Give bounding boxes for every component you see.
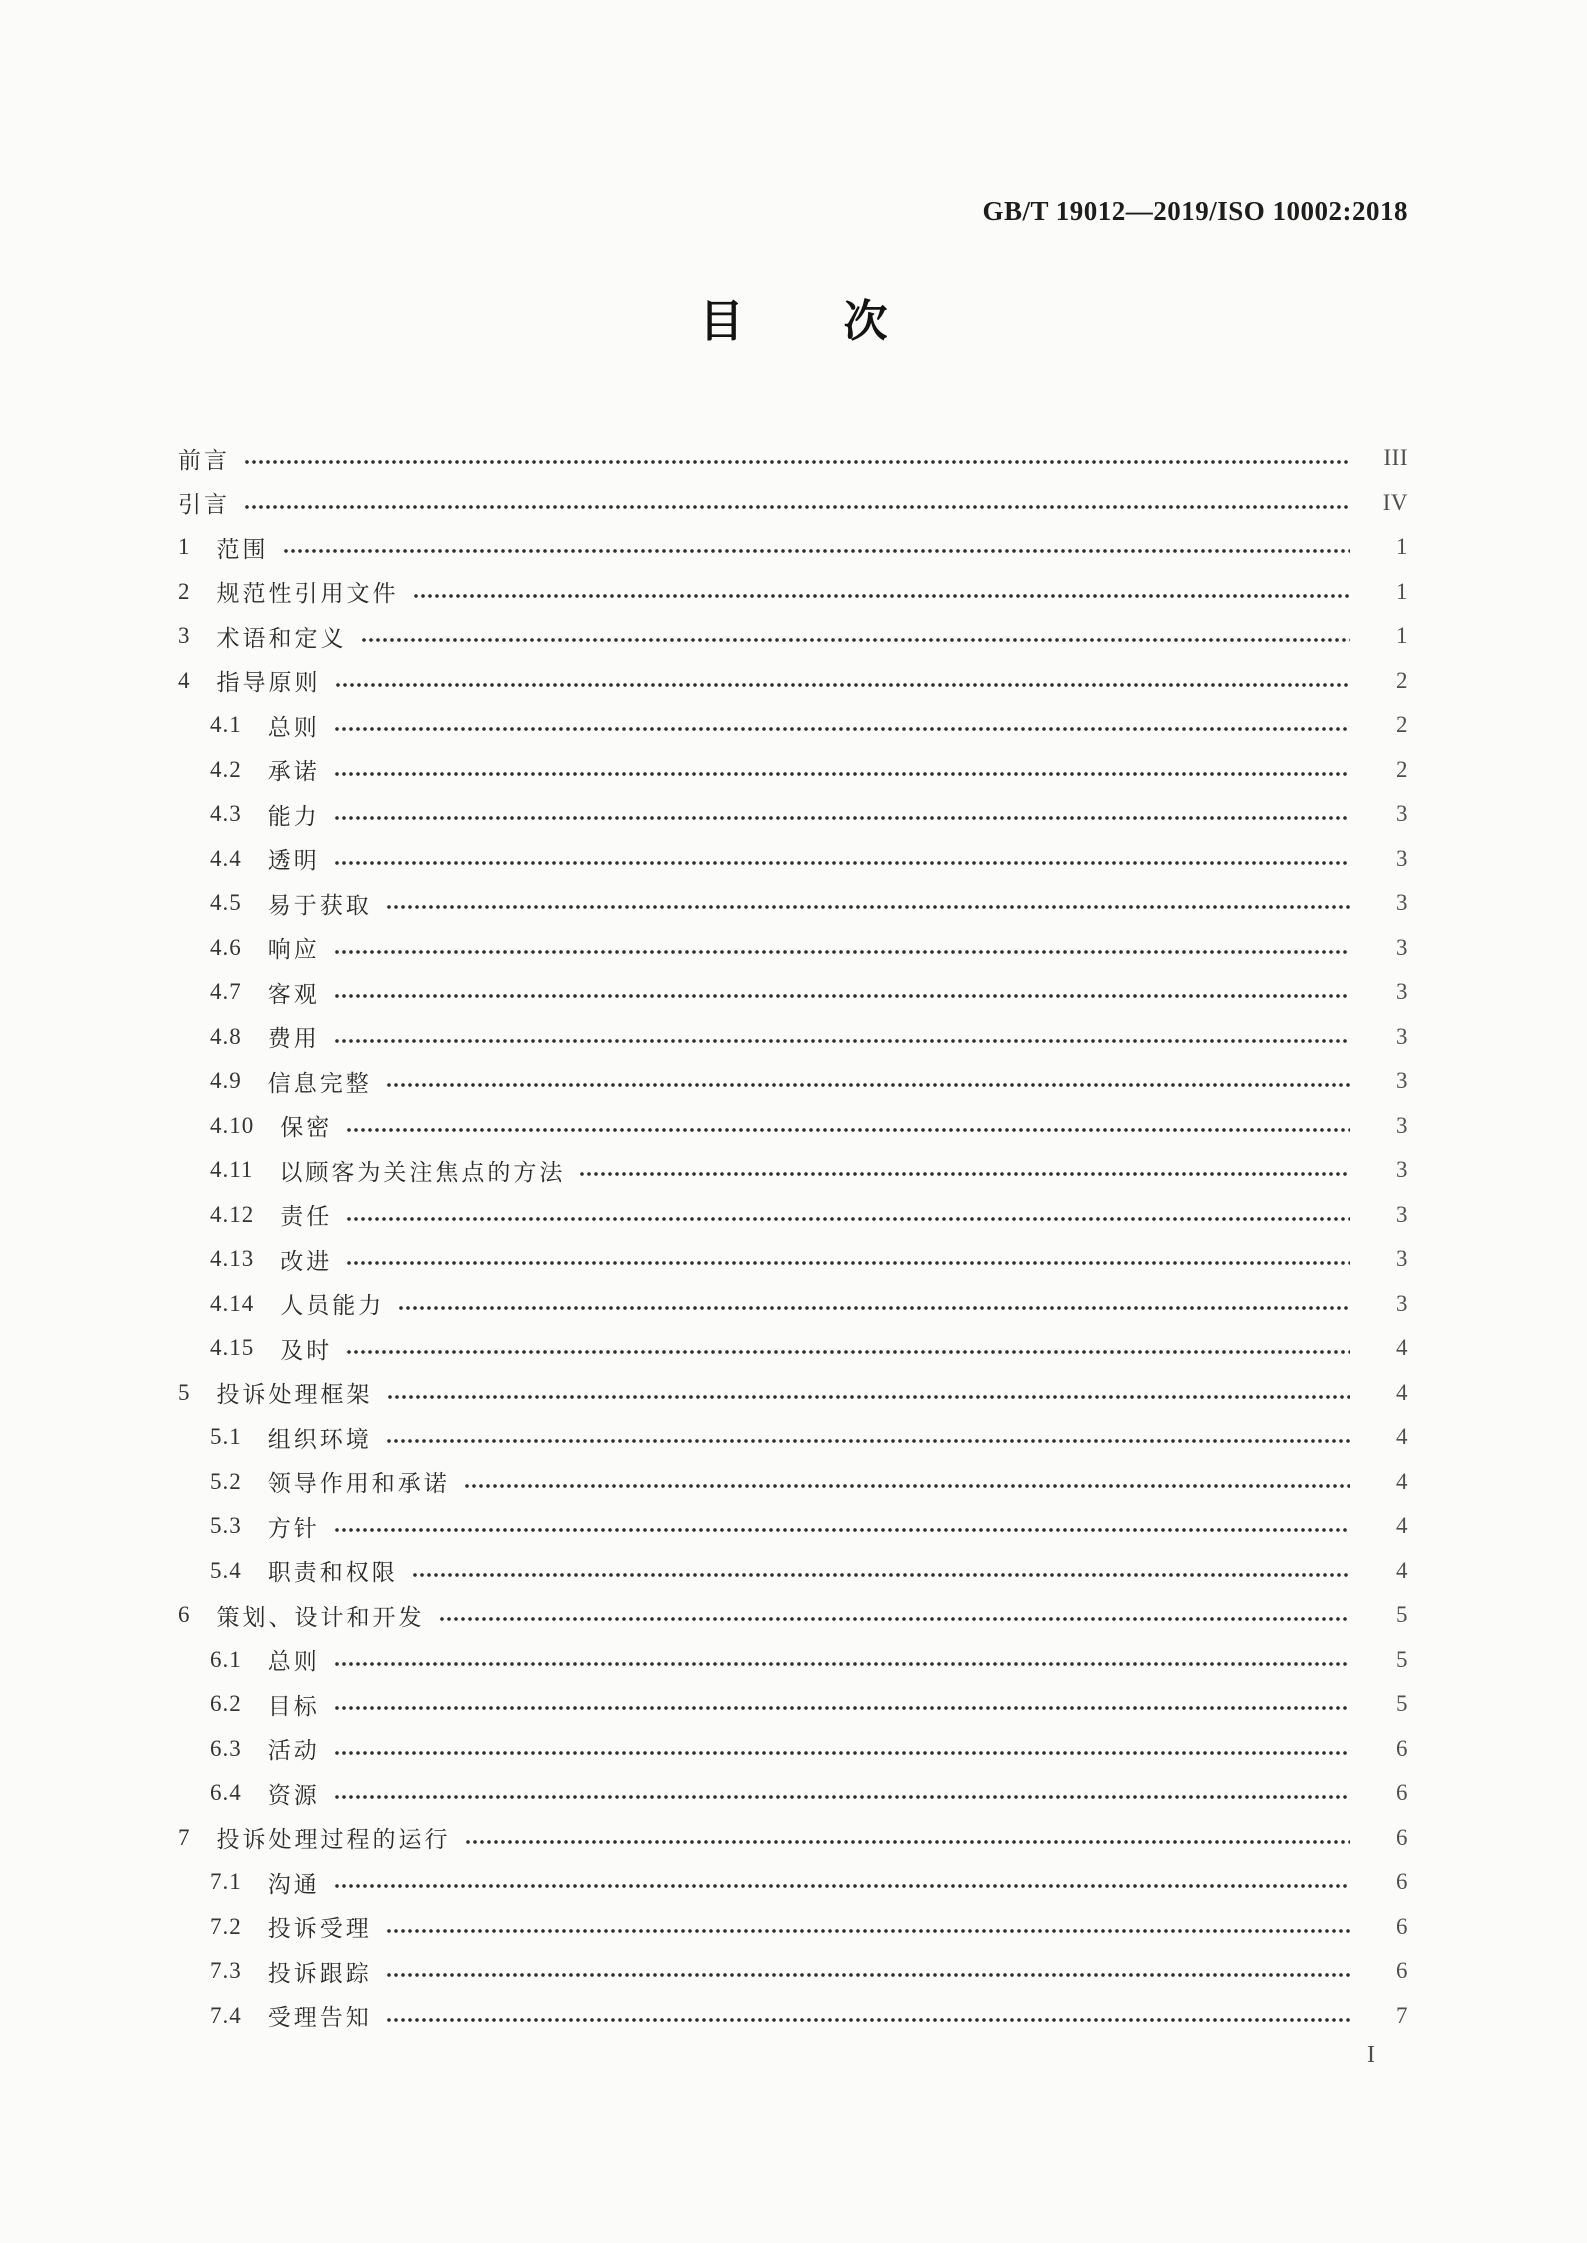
toc-entry-label: 信息完整	[267, 1070, 372, 1096]
toc-entry-label: 总则	[267, 714, 320, 740]
toc-entry-label: 术语和定义	[216, 625, 347, 651]
toc-entry-label: 范围	[216, 536, 269, 562]
toc-entry-page: 6	[1396, 1869, 1408, 1895]
toc-entry-label: 费用	[267, 1026, 320, 1052]
toc-entry-label: 沟通	[267, 1871, 320, 1897]
toc-entry-number: 4.12	[210, 1201, 255, 1227]
dot-leader	[579, 1171, 1350, 1177]
toc-row	[178, 1104, 1408, 1149]
toc-entry-number: 1	[178, 534, 191, 560]
toc-entry-page: 3	[1396, 934, 1408, 960]
dot-leader	[386, 1082, 1350, 1088]
dot-leader	[361, 637, 1351, 643]
toc-entry-label: 投诉处理框架	[216, 1382, 373, 1408]
toc-entry-label: 能力	[267, 803, 320, 829]
toc-entry-number: 4.13	[210, 1246, 255, 1272]
toc-entry-number: 4.8	[210, 1023, 242, 1049]
toc-entry-number: 4.9	[210, 1068, 242, 1094]
toc-entry-number: 5	[178, 1379, 191, 1405]
footer-page-number: I	[1367, 2042, 1375, 2068]
toc-entry-page: 5	[1396, 1691, 1408, 1717]
toc-entry-page: 4	[1396, 1513, 1408, 1539]
dot-leader	[386, 904, 1350, 910]
toc-row	[178, 748, 1408, 793]
toc-entry-page: 4	[1396, 1335, 1408, 1361]
dot-leader	[398, 1305, 1350, 1311]
toc-entry-label: 职责和权限	[267, 1560, 398, 1586]
page-title-char: 次	[843, 297, 888, 346]
toc-entry-number: 4.2	[210, 756, 242, 782]
toc-entry-number: 6.2	[210, 1691, 242, 1717]
toc-entry-page: 4	[1396, 1424, 1408, 1450]
toc-entry-label: 易于获取	[267, 892, 372, 918]
toc-entry-page: 4	[1396, 1379, 1408, 1405]
dot-leader	[334, 1750, 1350, 1756]
toc-entry-page: 3	[1396, 801, 1408, 827]
dot-leader	[334, 726, 1350, 732]
toc-entry-label: 投诉跟踪	[267, 1960, 372, 1986]
toc-entry-label: 领导作用和承诺	[267, 1471, 450, 1497]
dot-leader	[465, 1839, 1351, 1845]
toc-entry-label: 承诺	[267, 759, 320, 785]
toc-entry-number: 4.11	[210, 1157, 254, 1183]
dot-leader	[346, 1127, 1350, 1133]
toc-row	[178, 481, 1408, 526]
toc-entry-number: 4.10	[210, 1112, 255, 1138]
toc-row	[178, 570, 1408, 615]
toc-entry-page: 5	[1396, 1646, 1408, 1672]
dot-leader	[334, 949, 1350, 955]
dot-leader	[386, 1928, 1350, 1934]
dot-leader	[334, 993, 1350, 999]
toc-row	[178, 614, 1408, 659]
toc-entry-number: 4.1	[210, 712, 242, 738]
toc-row	[178, 926, 1408, 971]
dot-leader	[334, 815, 1350, 821]
toc-entry-page: 6	[1396, 1735, 1408, 1761]
toc-entry-page: 6	[1396, 1913, 1408, 1939]
toc-entry-page: 1	[1396, 534, 1408, 560]
toc-row	[178, 1860, 1408, 1905]
toc-entry-label: 方针	[267, 1515, 320, 1541]
toc-row	[178, 1638, 1408, 1683]
toc-entry-number: 3	[178, 623, 191, 649]
toc-entry-page: III	[1383, 445, 1408, 471]
toc-row	[178, 1015, 1408, 1060]
toc-entry-label: 目标	[267, 1693, 320, 1719]
toc-entry-page: 3	[1396, 845, 1408, 871]
toc-row	[178, 525, 1408, 570]
toc-entry-label: 规范性引用文件	[216, 581, 399, 607]
toc-entry-label: 活动	[267, 1738, 320, 1764]
dot-leader	[334, 1661, 1350, 1667]
toc-entry-page: 3	[1396, 979, 1408, 1005]
toc-entry-page: 3	[1396, 890, 1408, 916]
toc-entry-label: 指导原则	[216, 670, 321, 696]
doc-number: GB/T 19012—2019/ISO 10002:2018	[982, 196, 1408, 226]
dot-leader	[283, 548, 1351, 554]
toc-entry-number: 6	[178, 1602, 191, 1628]
dot-leader	[386, 2017, 1350, 2023]
toc-entry-number: 6.3	[210, 1735, 242, 1761]
toc-entry-page: 3	[1396, 1023, 1408, 1049]
toc-row	[178, 1148, 1408, 1193]
toc-entry-number: 4.5	[210, 890, 242, 916]
toc-entry-number: 5.3	[210, 1513, 242, 1539]
dot-leader	[334, 1794, 1350, 1800]
toc-row	[178, 1994, 1408, 2039]
dot-leader	[244, 504, 1350, 510]
toc-entry-page: 2	[1396, 667, 1408, 693]
toc-row	[178, 1326, 1408, 1371]
toc-entry-page: 3	[1396, 1068, 1408, 1094]
toc-entry-label: 投诉受理	[267, 1916, 372, 1942]
toc-row	[178, 1549, 1408, 1594]
toc-row	[178, 970, 1408, 1015]
toc-entry-number: 7.3	[210, 1958, 242, 1984]
dot-leader	[439, 1616, 1351, 1622]
toc-entry-label: 投诉处理过程的运行	[216, 1827, 451, 1853]
dot-leader	[412, 1572, 1350, 1578]
toc-entry-number: 5.2	[210, 1468, 242, 1494]
toc-row	[178, 436, 1408, 481]
toc-entry-number: 6.4	[210, 1780, 242, 1806]
dot-leader	[334, 1705, 1350, 1711]
dot-leader	[334, 860, 1350, 866]
toc-entry-label: 策划、设计和开发	[216, 1604, 425, 1630]
toc-row	[178, 1460, 1408, 1505]
dot-leader	[335, 682, 1351, 688]
toc-row	[178, 1727, 1408, 1772]
toc-row	[178, 1682, 1408, 1727]
dot-leader	[334, 1038, 1350, 1044]
toc-entry-label: 受理告知	[267, 2005, 372, 2031]
toc-entry-label: 组织环境	[267, 1426, 372, 1452]
toc-entry-page: IV	[1382, 489, 1408, 515]
toc-row	[178, 1905, 1408, 1950]
toc-row	[178, 1504, 1408, 1549]
toc-row	[178, 1237, 1408, 1282]
toc-entry-page: 2	[1396, 756, 1408, 782]
dot-leader	[413, 593, 1351, 599]
toc-entry-page: 4	[1396, 1468, 1408, 1494]
dot-leader	[346, 1349, 1350, 1355]
toc-entry-label: 引言	[178, 492, 230, 518]
toc-entry-page: 1	[1396, 578, 1408, 604]
toc-entry-label: 改进	[280, 1248, 333, 1274]
toc-entry-number: 7	[178, 1824, 191, 1850]
toc-entry-page: 2	[1396, 712, 1408, 738]
toc-row	[178, 659, 1408, 704]
toc-entry-page: 3	[1396, 1290, 1408, 1316]
toc-row	[178, 1193, 1408, 1238]
toc-row	[178, 881, 1408, 926]
toc-entry-label: 及时	[280, 1337, 333, 1363]
toc-entry-label: 总则	[267, 1649, 320, 1675]
toc-list	[178, 436, 1408, 2038]
toc-entry-number: 7.4	[210, 2002, 242, 2028]
toc-entry-number: 7.1	[210, 1869, 242, 1895]
page-title	[0, 297, 1587, 346]
toc-entry-page: 5	[1396, 1602, 1408, 1628]
toc-row	[178, 1371, 1408, 1416]
dot-leader	[334, 1883, 1350, 1889]
toc-entry-label: 前言	[178, 447, 230, 473]
toc-entry-label: 以顾客为关注焦点的方法	[279, 1159, 566, 1185]
dot-leader	[346, 1216, 1350, 1222]
toc-row	[178, 1593, 1408, 1638]
toc-entry-label: 资源	[267, 1782, 320, 1808]
toc-row	[178, 1816, 1408, 1861]
toc-entry-page: 6	[1396, 1824, 1408, 1850]
toc-entry-label: 客观	[267, 981, 320, 1007]
toc-entry-number: 4.15	[210, 1335, 255, 1361]
toc-entry-page: 3	[1396, 1157, 1408, 1183]
toc-entry-number: 4	[178, 667, 191, 693]
toc-row	[178, 703, 1408, 748]
toc-row	[178, 1059, 1408, 1104]
toc-row	[178, 1282, 1408, 1327]
toc-entry-number: 2	[178, 578, 191, 604]
toc-row	[178, 1771, 1408, 1816]
dot-leader	[334, 1527, 1350, 1533]
dot-leader	[244, 459, 1350, 465]
toc-entry-label: 响应	[267, 937, 320, 963]
toc-entry-label: 责任	[280, 1204, 333, 1230]
toc-entry-label: 保密	[280, 1115, 333, 1141]
toc-entry-page: 3	[1396, 1201, 1408, 1227]
toc-entry-page: 4	[1396, 1557, 1408, 1583]
dot-leader	[334, 771, 1350, 777]
toc-entry-number: 4.14	[210, 1290, 255, 1316]
toc-entry-number: 4.4	[210, 845, 242, 871]
toc-entry-label: 人员能力	[280, 1293, 385, 1319]
toc-entry-number: 6.1	[210, 1646, 242, 1672]
toc-row	[178, 792, 1408, 837]
toc-entry-number: 4.3	[210, 801, 242, 827]
dot-leader	[346, 1260, 1350, 1266]
toc-row	[178, 837, 1408, 882]
toc-entry-page: 3	[1396, 1112, 1408, 1138]
dot-leader	[386, 1438, 1350, 1444]
toc-row	[178, 1949, 1408, 1994]
toc-entry-page: 6	[1396, 1780, 1408, 1806]
toc-entry-page: 1	[1396, 623, 1408, 649]
toc-entry-number: 7.2	[210, 1913, 242, 1939]
toc-entry-number: 5.4	[210, 1557, 242, 1583]
toc-row	[178, 1415, 1408, 1460]
toc-entry-number: 4.7	[210, 979, 242, 1005]
toc-entry-page: 7	[1396, 2002, 1408, 2028]
toc-entry-number: 4.6	[210, 934, 242, 960]
toc-entry-page: 6	[1396, 1958, 1408, 1984]
toc-entry-label: 透明	[267, 848, 320, 874]
dot-leader	[386, 1972, 1350, 1978]
dot-leader	[387, 1394, 1351, 1400]
toc-entry-page: 3	[1396, 1246, 1408, 1272]
page-title-char: 目	[699, 297, 744, 346]
toc-entry-number: 5.1	[210, 1424, 242, 1450]
dot-leader	[464, 1483, 1350, 1489]
